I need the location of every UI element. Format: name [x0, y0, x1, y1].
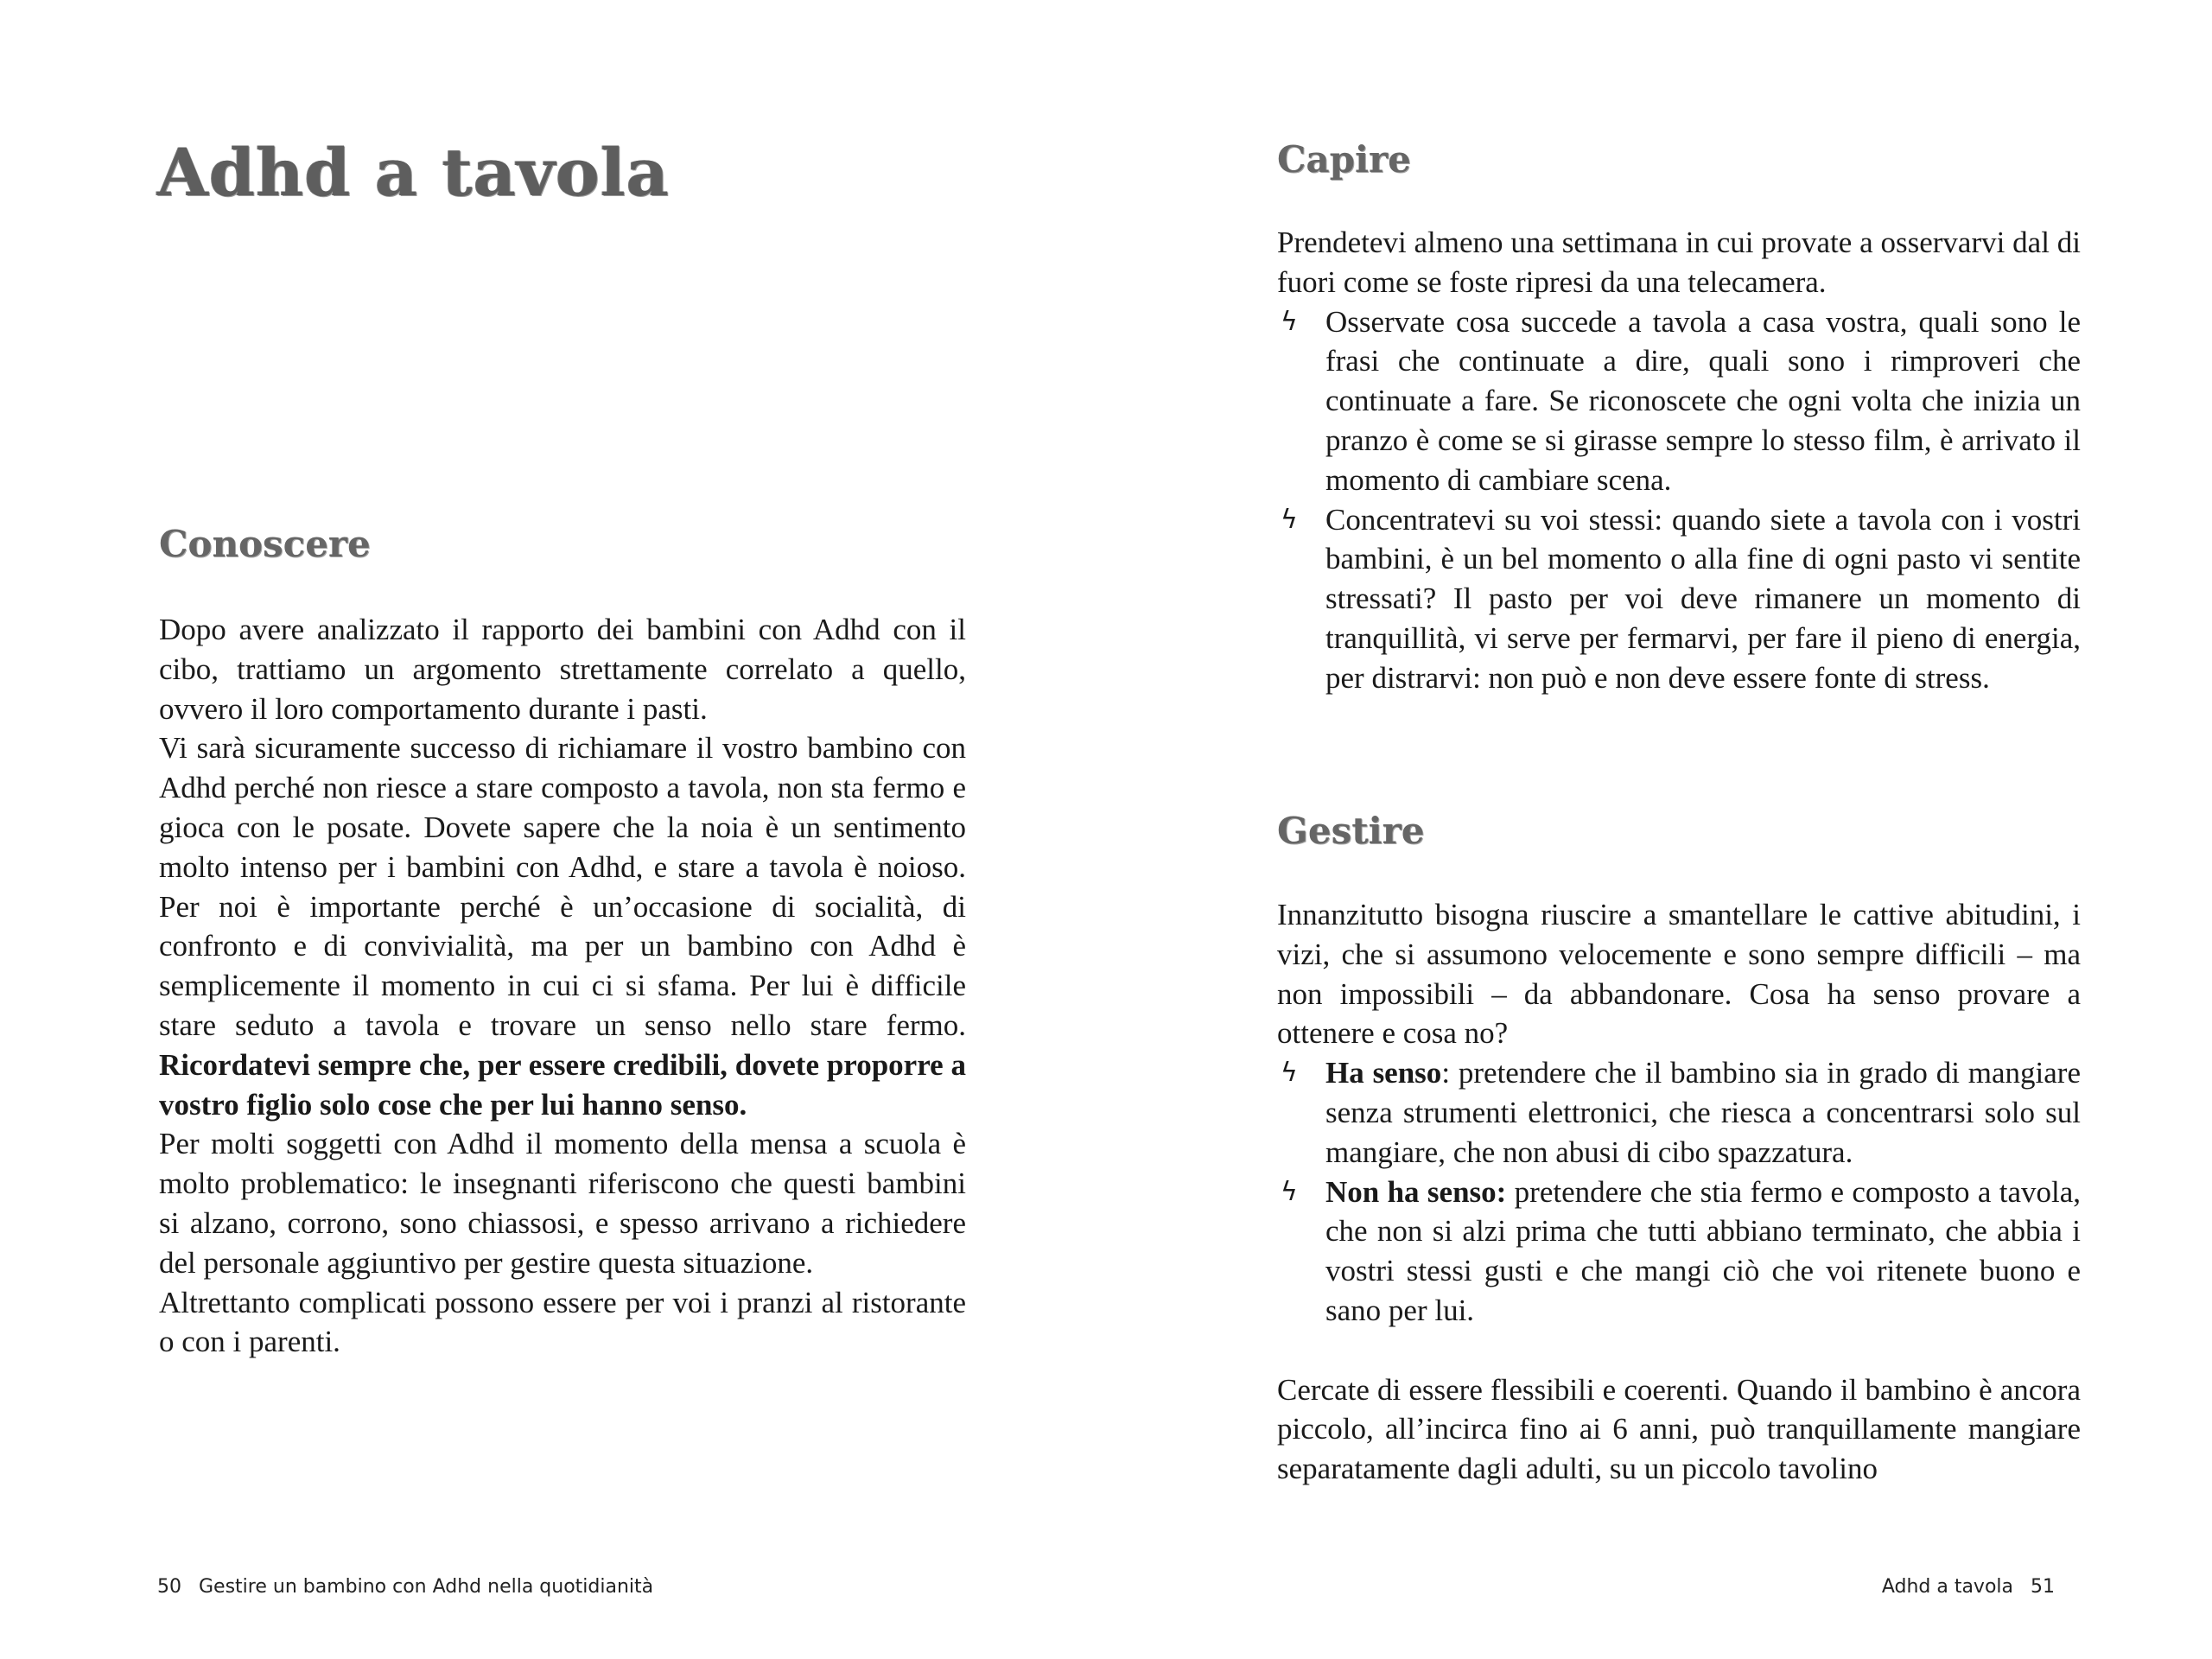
left-footer	[157, 1576, 653, 1598]
capire-bullet-text: Osservate cosa succede a tavola a casa vostra, quali sono le frasi che continuate a dire, quali sono i rimproveri che continuate a fare. Se riconoscete che ogni volta che inizia un pranzo è come se si girasse sempre lo stesso film, è arrivato il momento di cambiare scena.	[1325, 304, 2081, 497]
gestire-bullet-list	[1277, 1053, 2081, 1331]
left-page-number: 50	[157, 1576, 181, 1598]
right-page-number: 51	[2031, 1576, 2055, 1598]
conoscere-paragraph-4: Altrettanto complicati possono essere per voi i pranzi al ristorante o con i parenti.	[159, 1285, 966, 1359]
lightning-bolt-icon: ϟ	[1281, 1058, 1298, 1089]
capire-bullet-item	[1277, 302, 2081, 500]
lightning-bolt-icon: ϟ	[1281, 504, 1298, 535]
conoscere-paragraph-1: Dopo avere analizzato il rapporto dei bambini con Adhd con il cibo, trattiamo un argomento strettamente correlato a quello, ovvero il loro comportamento durante i pasti.	[159, 613, 966, 726]
conoscere-paragraph-2-text: Vi sarà sicuramente successo di richiamare il vostro bambino con Adhd perché non riesce a stare composto a tavola, non sta fermo e gioca con le posate. Dovete sapere che la noia è un sentimento molto intenso per i bambini con Adhd, e stare a tavola è noioso. Per noi è importante perché è un’occasione di socialità, di confronto e di convivialità, ma per un bambino con Adhd è semplicemente il momento in cui ci si sfama. Per lui è difficile stare seduto a tavola e trovare un senso nello stare fermo.	[159, 731, 966, 1042]
section-title-gestire: Gestire	[1277, 810, 1425, 852]
right-page	[1106, 0, 2212, 1659]
gestire-closing-paragraph: Cercate di essere flessibili e coerenti. Quando il bambino è ancora piccolo, all’incirca fino ai 6 anni, può tranquillamente mangiare separatamente dagli adulti, su un piccolo tavolino	[1277, 1372, 2081, 1486]
capire-bullet-list	[1277, 302, 2081, 698]
conoscere-paragraph-2	[159, 728, 966, 1124]
conoscere-paragraph-2-bold: Ricordatevi sempre che, per essere credibili, dovete proporre a vostro figlio solo cose che per lui hanno senso.	[159, 1047, 966, 1122]
gestire-bullet-item	[1277, 1173, 2081, 1331]
capire-bullet-item	[1277, 500, 2081, 698]
gestire-bullet-text: : pretendere che il bambino sia in grado di mangiare senza strumenti elettronici, che riesca a concentrarsi solo sul mangiare, che non abusi di cibo spazzatura.	[1325, 1056, 2082, 1169]
left-running-title: Gestire un bambino con Adhd nella quotidianità	[199, 1576, 654, 1598]
gestire-bullet-label: Non ha senso:	[1325, 1174, 1507, 1209]
chapter-title: Adhd a tavola	[157, 134, 670, 211]
lightning-bolt-icon: ϟ	[1281, 1176, 1298, 1207]
section-title-conoscere: Conoscere	[159, 523, 371, 565]
right-running-title: Adhd a tavola	[1881, 1576, 2013, 1598]
capire-bullet-text: Concentratevi su voi stessi: quando siete a tavola con i vostri bambini, è un bel momento o alla fine di ogni pasto vi sentite stressati? Il pasto per voi deve rimanere un momento di tranquillità, vi serve per fermarvi, per fare il pieno di energia, per distrarvi: non può e non deve essere fonte di stress.	[1325, 502, 2081, 695]
capire-body	[1277, 223, 2081, 698]
section-title-capire: Capire	[1277, 138, 1411, 181]
capire-intro: Prendetevi almeno una settimana in cui provate a osservarvi dal di fuori come se foste ripresi da una telecamera.	[1277, 226, 2081, 299]
gestire-bullet-item	[1277, 1053, 2081, 1172]
right-footer	[1882, 1576, 2055, 1598]
conoscere-paragraph-3: Per molti soggetti con Adhd il momento della mensa a scuola è molto problematico: le insegnanti riferiscono che questi bambini si alzano, corrono, sono chiassosi, e spesso arrivano a richiedere del personale aggiuntivo per gestire questa situazione.	[159, 1127, 966, 1280]
lightning-bolt-icon: ϟ	[1281, 306, 1298, 337]
gestire-intro: Innanzitutto bisogna riuscire a smantellare le cattive abitudini, i vizi, che si assumono velocemente e sono sempre difficili – ma non impossibili – da abbandonare. Cosa ha senso provare a ottenere e cosa no?	[1277, 898, 2081, 1051]
gestire-bullet-label: Ha senso	[1325, 1056, 1442, 1090]
gestire-body	[1277, 895, 2081, 1489]
gestire-bullet-text: pretendere che stia fermo e composto a tavola, che non si alzi prima che tutti abbiano terminato, che abbia i vostri stessi gusti e che mangi ciò che voi ritenete buono e sano per lui.	[1325, 1174, 2081, 1327]
conoscere-body	[159, 610, 966, 1362]
